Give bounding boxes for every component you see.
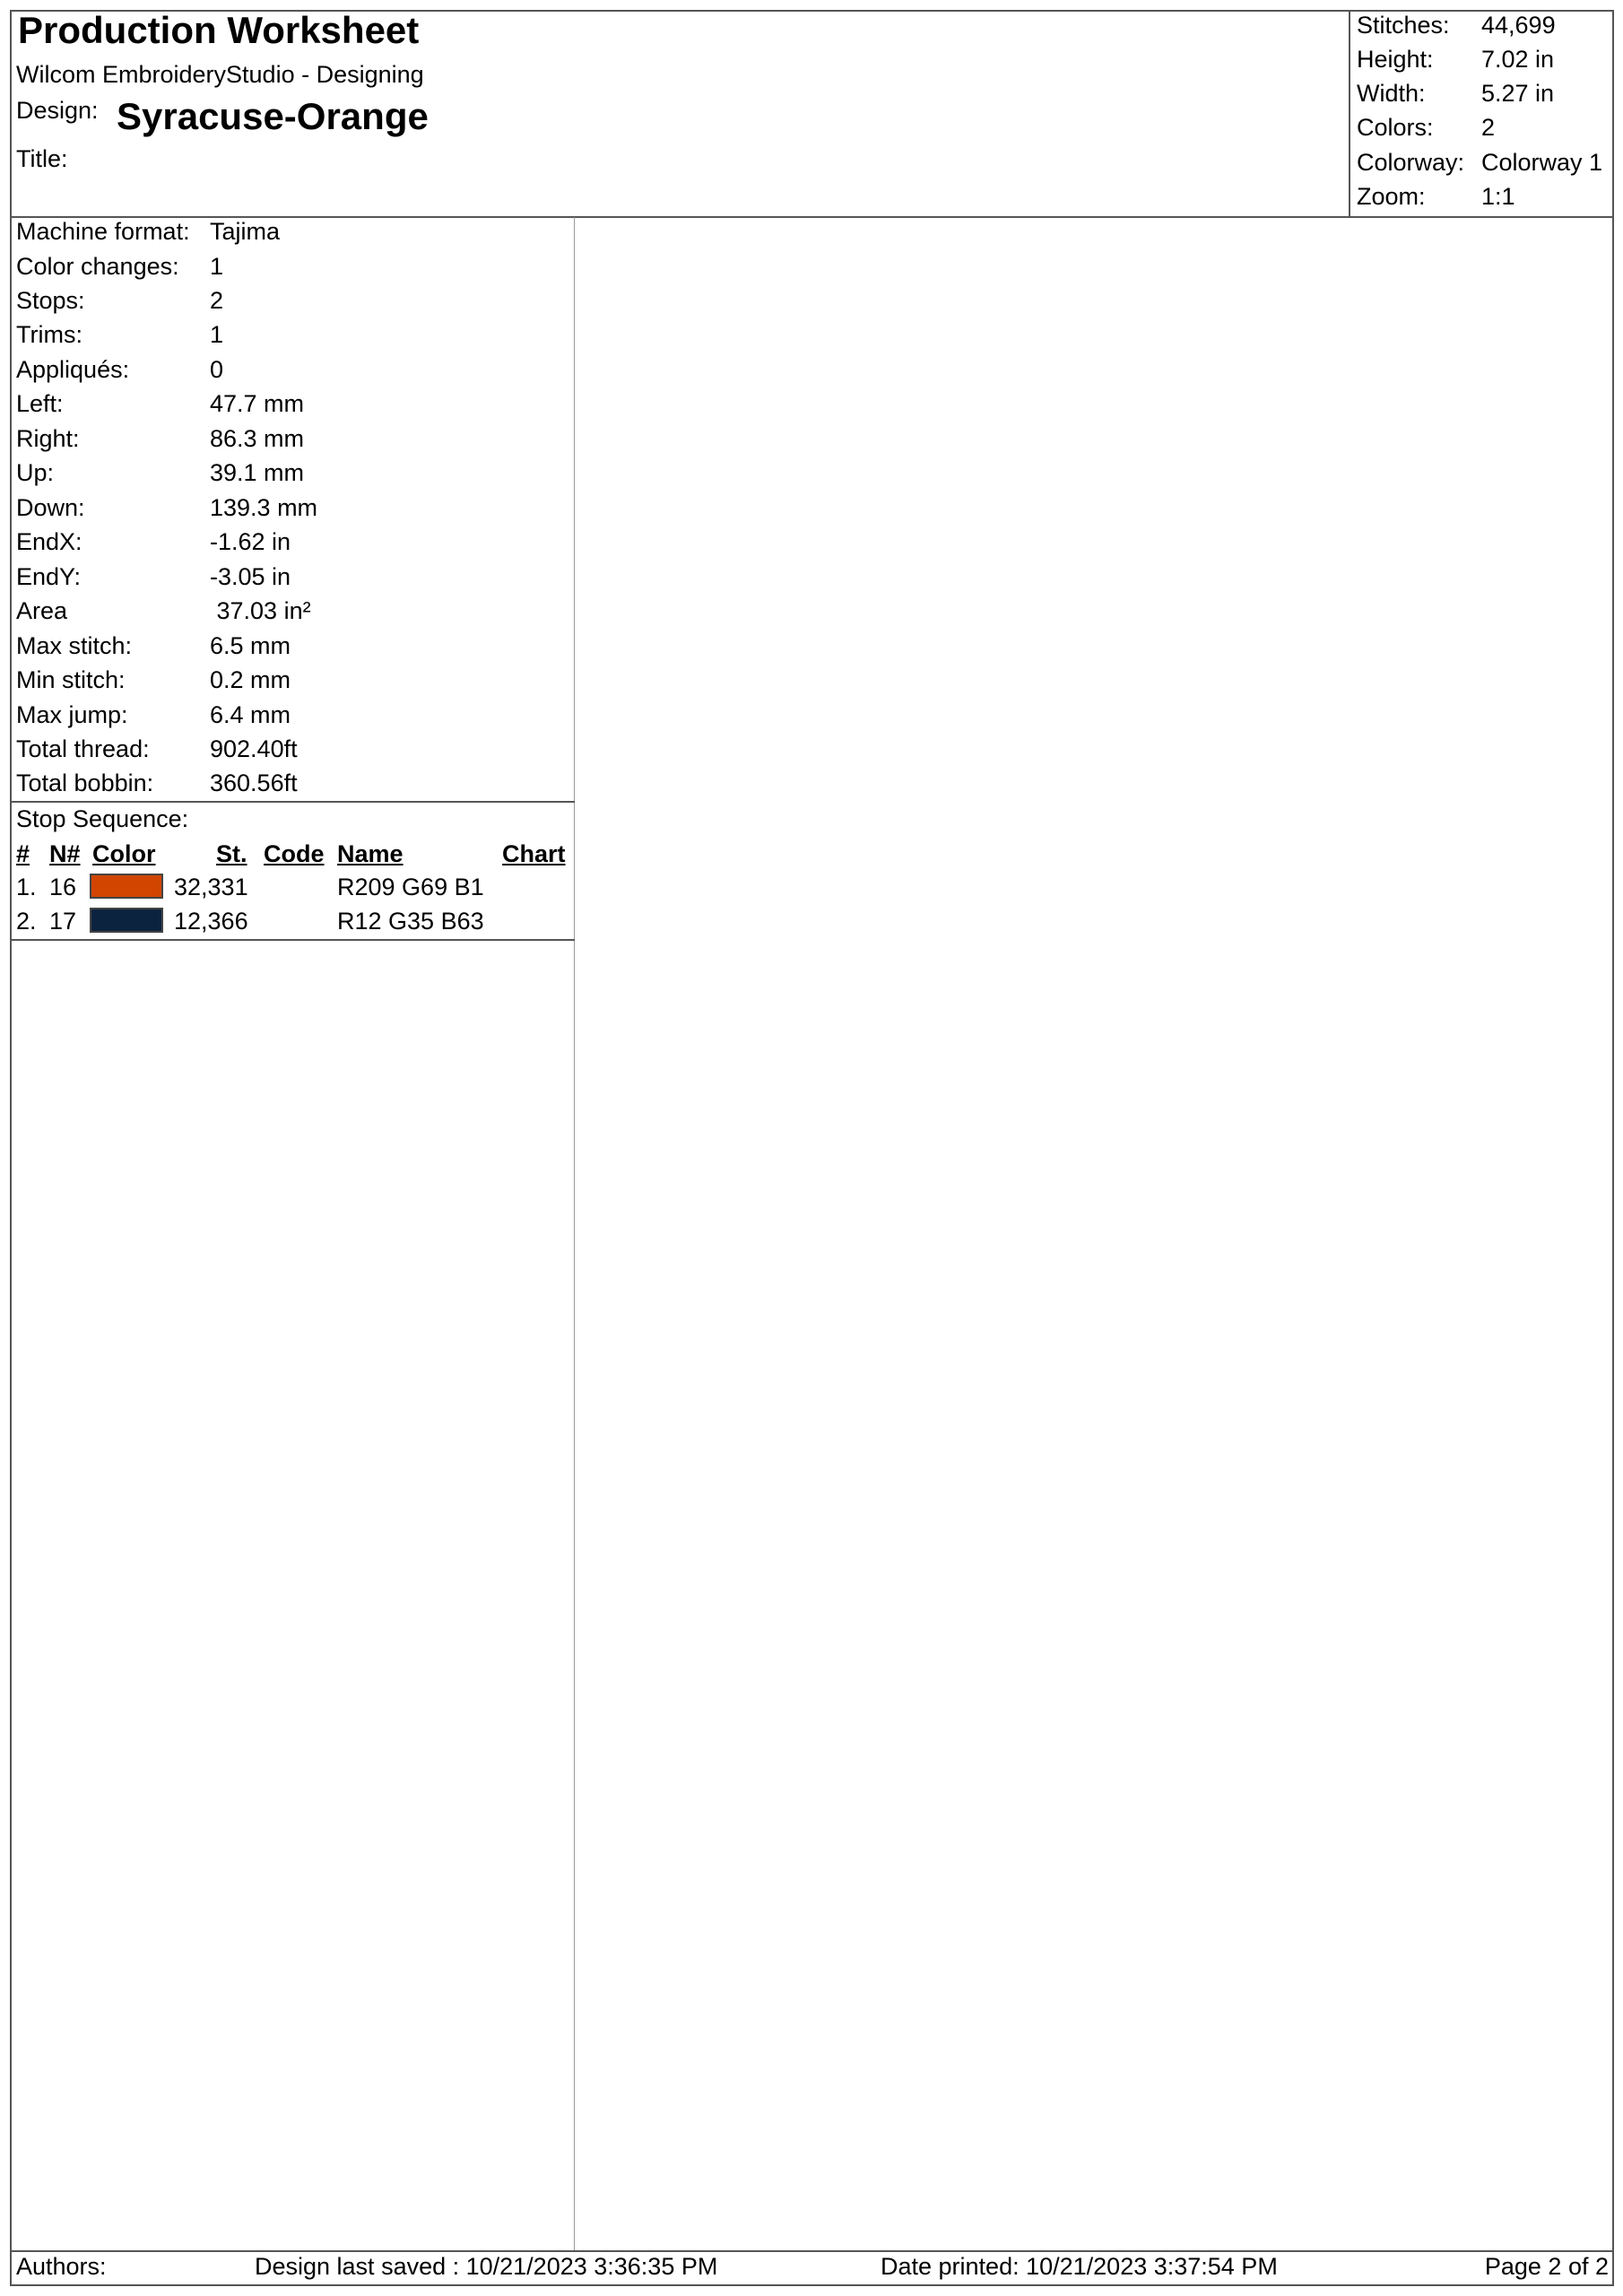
stat-label: Appliqués: (16, 356, 130, 383)
summary-label: Stitches: (1357, 12, 1450, 39)
summary-row-stitches (1357, 12, 1617, 46)
stat-row (16, 597, 572, 631)
footer-authors: Authors: (16, 2253, 107, 2280)
stat-value: 0.2 mm (210, 666, 291, 693)
title-label: Title: (16, 145, 68, 172)
footer-page-number: Page 2 of 2 (1484, 2253, 1609, 2280)
stat-value: -1.62 in (210, 528, 291, 555)
stat-value: 39.1 mm (210, 459, 305, 486)
stat-row (16, 735, 572, 770)
stat-value: 139.3 mm (210, 494, 318, 521)
stat-value: 6.4 mm (210, 701, 291, 728)
summary-row-height (1357, 46, 1617, 80)
stat-label: Total thread: (16, 735, 150, 762)
stat-label: Trims: (16, 321, 82, 348)
stat-row (16, 632, 572, 666)
stat-value: 360.56ft (210, 770, 298, 796)
summary-divider (1349, 10, 1350, 217)
summary-value: 44,699 (1481, 12, 1556, 39)
stat-label: Total bobbin: (16, 770, 154, 796)
column-header-needle: N# (49, 840, 81, 867)
page-title: Production Worksheet (18, 9, 420, 51)
footer-date-printed: Date printed: 10/21/2023 3:37:54 PM (881, 2253, 1278, 2280)
summary-value: 7.02 in (1481, 46, 1555, 73)
row-number: 2. (16, 908, 37, 935)
column-header-number: # (16, 840, 30, 867)
summary-value: 2 (1481, 114, 1496, 141)
stat-value: 86.3 mm (210, 425, 305, 452)
summary-value: Colorway 1 (1481, 149, 1603, 176)
summary-row-colorway (1357, 149, 1617, 183)
stat-label: Stops: (16, 287, 85, 314)
summary-value: 5.27 in (1481, 80, 1555, 107)
summary-row-colors (1357, 114, 1617, 148)
color-swatch (90, 874, 163, 899)
stat-value: 47.7 mm (210, 390, 305, 417)
row-number: 1. (16, 874, 37, 900)
stat-row (16, 253, 572, 287)
column-header-stitches: St. (216, 840, 247, 867)
stat-label: Min stitch: (16, 666, 126, 693)
stat-value: 1 (210, 253, 224, 280)
stat-row (16, 770, 572, 804)
stat-value: -3.05 in (210, 563, 291, 590)
row-needle: 17 (49, 908, 77, 935)
stat-row (16, 425, 572, 459)
left-column-divider (574, 217, 575, 2251)
stat-row (16, 459, 572, 493)
stat-row (16, 356, 572, 390)
stat-label: Max jump: (16, 701, 128, 728)
stat-label: Machine format: (16, 218, 190, 245)
software-subtitle: Wilcom EmbroideryStudio - Designing (16, 61, 424, 88)
stat-label: Left: (16, 390, 64, 417)
stat-value: 2 (210, 287, 224, 314)
stat-value: 37.03 in² (210, 597, 311, 624)
design-name: Syracuse-Orange (117, 95, 429, 137)
stat-label: EndY: (16, 563, 82, 590)
summary-row-width (1357, 80, 1617, 114)
stat-row (16, 218, 572, 252)
summary-row-zoom (1357, 183, 1617, 217)
column-header-color: Color (92, 840, 156, 867)
stat-row (16, 666, 572, 700)
stat-row (16, 494, 572, 528)
column-header-name: Name (337, 840, 404, 867)
stat-value: 902.40ft (210, 735, 298, 762)
stat-row (16, 287, 572, 321)
stat-label: Max stitch: (16, 632, 133, 659)
stat-row (16, 390, 572, 424)
row-needle: 16 (49, 874, 77, 900)
stat-label: Color changes: (16, 253, 179, 280)
stop-sequence-title: Stop Sequence: (16, 805, 189, 832)
stat-row (16, 563, 572, 597)
summary-label: Zoom: (1357, 183, 1426, 210)
stop-sequence-divider (10, 939, 575, 941)
stat-row (16, 528, 572, 562)
column-header-chart: Chart (502, 840, 566, 867)
summary-label: Colors: (1357, 114, 1434, 141)
summary-label: Width: (1357, 80, 1426, 107)
column-header-code: Code (264, 840, 325, 867)
summary-label: Colorway: (1357, 149, 1465, 176)
footer-divider (10, 2250, 1614, 2252)
stat-label: Right: (16, 425, 80, 452)
stat-label: Down: (16, 494, 85, 521)
stat-value: 1 (210, 321, 224, 348)
stat-value: Tajima (210, 218, 281, 245)
stat-value: 6.5 mm (210, 632, 291, 659)
row-stitches: 12,366 (174, 908, 248, 935)
summary-label: Height: (1357, 46, 1434, 73)
row-name: R12 G35 B63 (337, 908, 484, 935)
row-name: R209 G69 B1 (337, 874, 484, 900)
stat-label: EndX: (16, 528, 82, 555)
stat-row (16, 321, 572, 355)
color-swatch (90, 908, 163, 933)
stat-label: Area (16, 597, 68, 624)
design-label: Design: (16, 97, 99, 124)
row-stitches: 32,331 (174, 874, 248, 900)
stat-row (16, 701, 572, 735)
summary-value: 1:1 (1481, 183, 1515, 210)
stat-value: 0 (210, 356, 224, 383)
footer-last-saved: Design last saved : 10/21/2023 3:36:35 PM (255, 2253, 718, 2280)
stat-label: Up: (16, 459, 55, 486)
